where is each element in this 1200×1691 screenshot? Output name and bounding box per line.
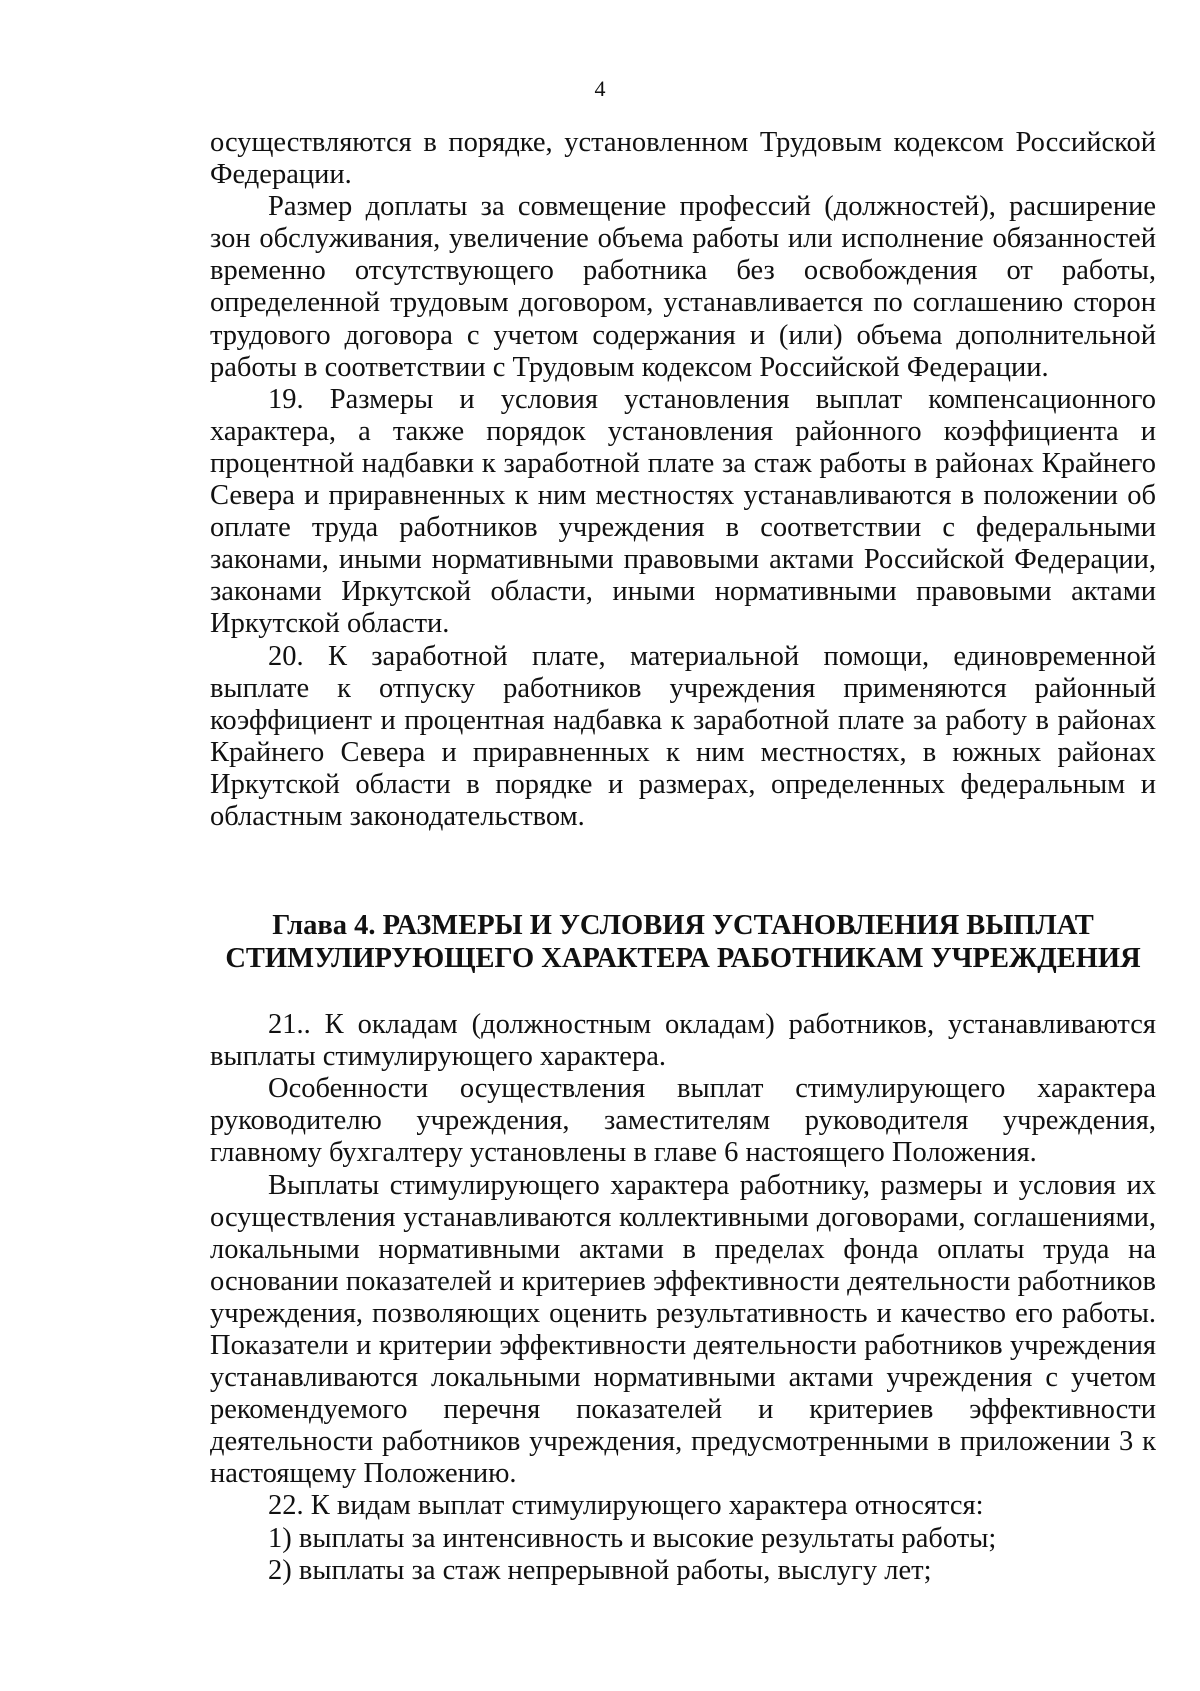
section-spacer [210, 975, 1156, 1009]
list-item: 2) выплаты за стаж непрерывной работы, выслугу лет; [268, 1554, 932, 1586]
paragraph: осуществляются в порядке, установленном Трудовым кодексом Российской Федерации. [210, 127, 1156, 191]
paragraph: Размер доплаты за совмещение профессий (должностей), расширение зон обслуживания, увеличение объема работы или исполнение обязанностей временно отсутствующего работника без освобождения от работы, определенной трудовым договором, устанавливается по соглашению сторон трудового договора с учетом содержания и (или) объема дополнительной работы в соответствии с Трудовым кодексом Российской Федерации. [210, 191, 1156, 383]
chapter-heading [210, 909, 1156, 975]
paragraph: Выплаты стимулирующего характера работнику, размеры и условия их осуществления устанавливаются коллективными договорами, соглашениями, локальными нормативными актами в пределах фонда оплаты труда на основании показателей и критериев эффективности деятельности работников учреждения, позволяющих оценить результативность и качество его работы. Показатели и критерии эффективности деятельности работников учреждения устанавливаются локальными нормативными актами учреждения с учетом рекомендуемого перечня показателей и критериев эффективности деятельности работников учреждения, предусмотренными в приложении 3 к настоящему Положению. [210, 1169, 1156, 1490]
paragraph-item-21: 21.. К окладам (должностным окладам) работников, устанавливаются выплаты стимулирующего характера. [210, 1009, 1156, 1073]
page-number: 4 [594, 76, 606, 101]
section-spacer [210, 833, 1156, 909]
paragraph-item-19: 19. Размеры и условия установления выплат компенсационного характера, а также порядок установления районного коэффициента и процентной надбавки к заработной плате за стаж работы в районах Крайнего Севера и приравненных к ним местностях устанавливаются в положении об оплате труда работников учреждения в соответствии с федеральными законами, иными нормативными правовыми актами Российской Федерации, законами Иркутской области, иными нормативными правовыми актами Иркутской области. [210, 383, 1156, 640]
chapter-heading-line-1: Глава 4. РАЗМЕРЫ И УСЛОВИЯ УСТАНОВЛЕНИЯ ВЫПЛАТ [272, 910, 1094, 942]
list-item: 1) выплаты за интенсивность и высокие результаты работы; [268, 1522, 997, 1554]
paragraph-item-20: 20. К заработной плате, материальной помощи, единовременной выплате к отпуску работников учреждения применяются районный коэффициент и процентная надбавка к заработной плате за работу в районах Крайнего Севера и приравненных к ним местностях, в южных районах Иркутской области в порядке и размерах, определенных федеральным и областным законодательством. [210, 640, 1156, 832]
paragraph-item-22: 22. К видам выплат стимулирующего характера относятся: [268, 1490, 984, 1522]
chapter-heading-line-2: СТИМУЛИРУЮЩЕГО ХАРАКТЕРА РАБОТНИКАМ УЧРЕЖДЕНИЯ [225, 943, 1141, 975]
document-body [210, 127, 1156, 1587]
paragraph: Особенности осуществления выплат стимулирующего характера руководителю учреждения, заместителям руководителя учреждения, главному бухгалтеру установлены в главе 6 настоящего Положения. [210, 1073, 1156, 1169]
